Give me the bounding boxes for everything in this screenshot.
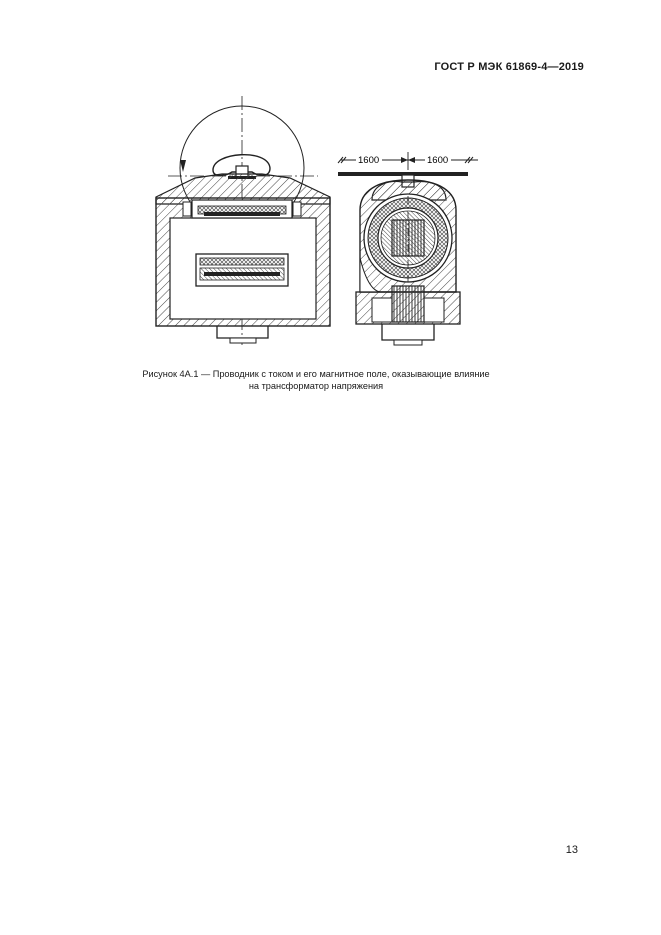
right-view bbox=[338, 172, 468, 345]
field-direction-arrow bbox=[180, 160, 186, 172]
document-header: ГОСТ Р МЭК 61869-4—2019 bbox=[434, 61, 584, 73]
figure-caption bbox=[100, 368, 532, 392]
caption-line-2: на трансформатор напряжения bbox=[248, 381, 384, 391]
dimension-right-label: 1600 bbox=[427, 155, 449, 166]
left-view bbox=[156, 96, 330, 345]
dimension-line bbox=[338, 152, 478, 170]
page-number: 13 bbox=[565, 844, 578, 856]
caption-line-1: Рисунок 4А.1 — Проводник с током и его магнитное поле, оказывающие влияние bbox=[142, 369, 490, 379]
dimension-left-label: 1600 bbox=[358, 155, 380, 166]
